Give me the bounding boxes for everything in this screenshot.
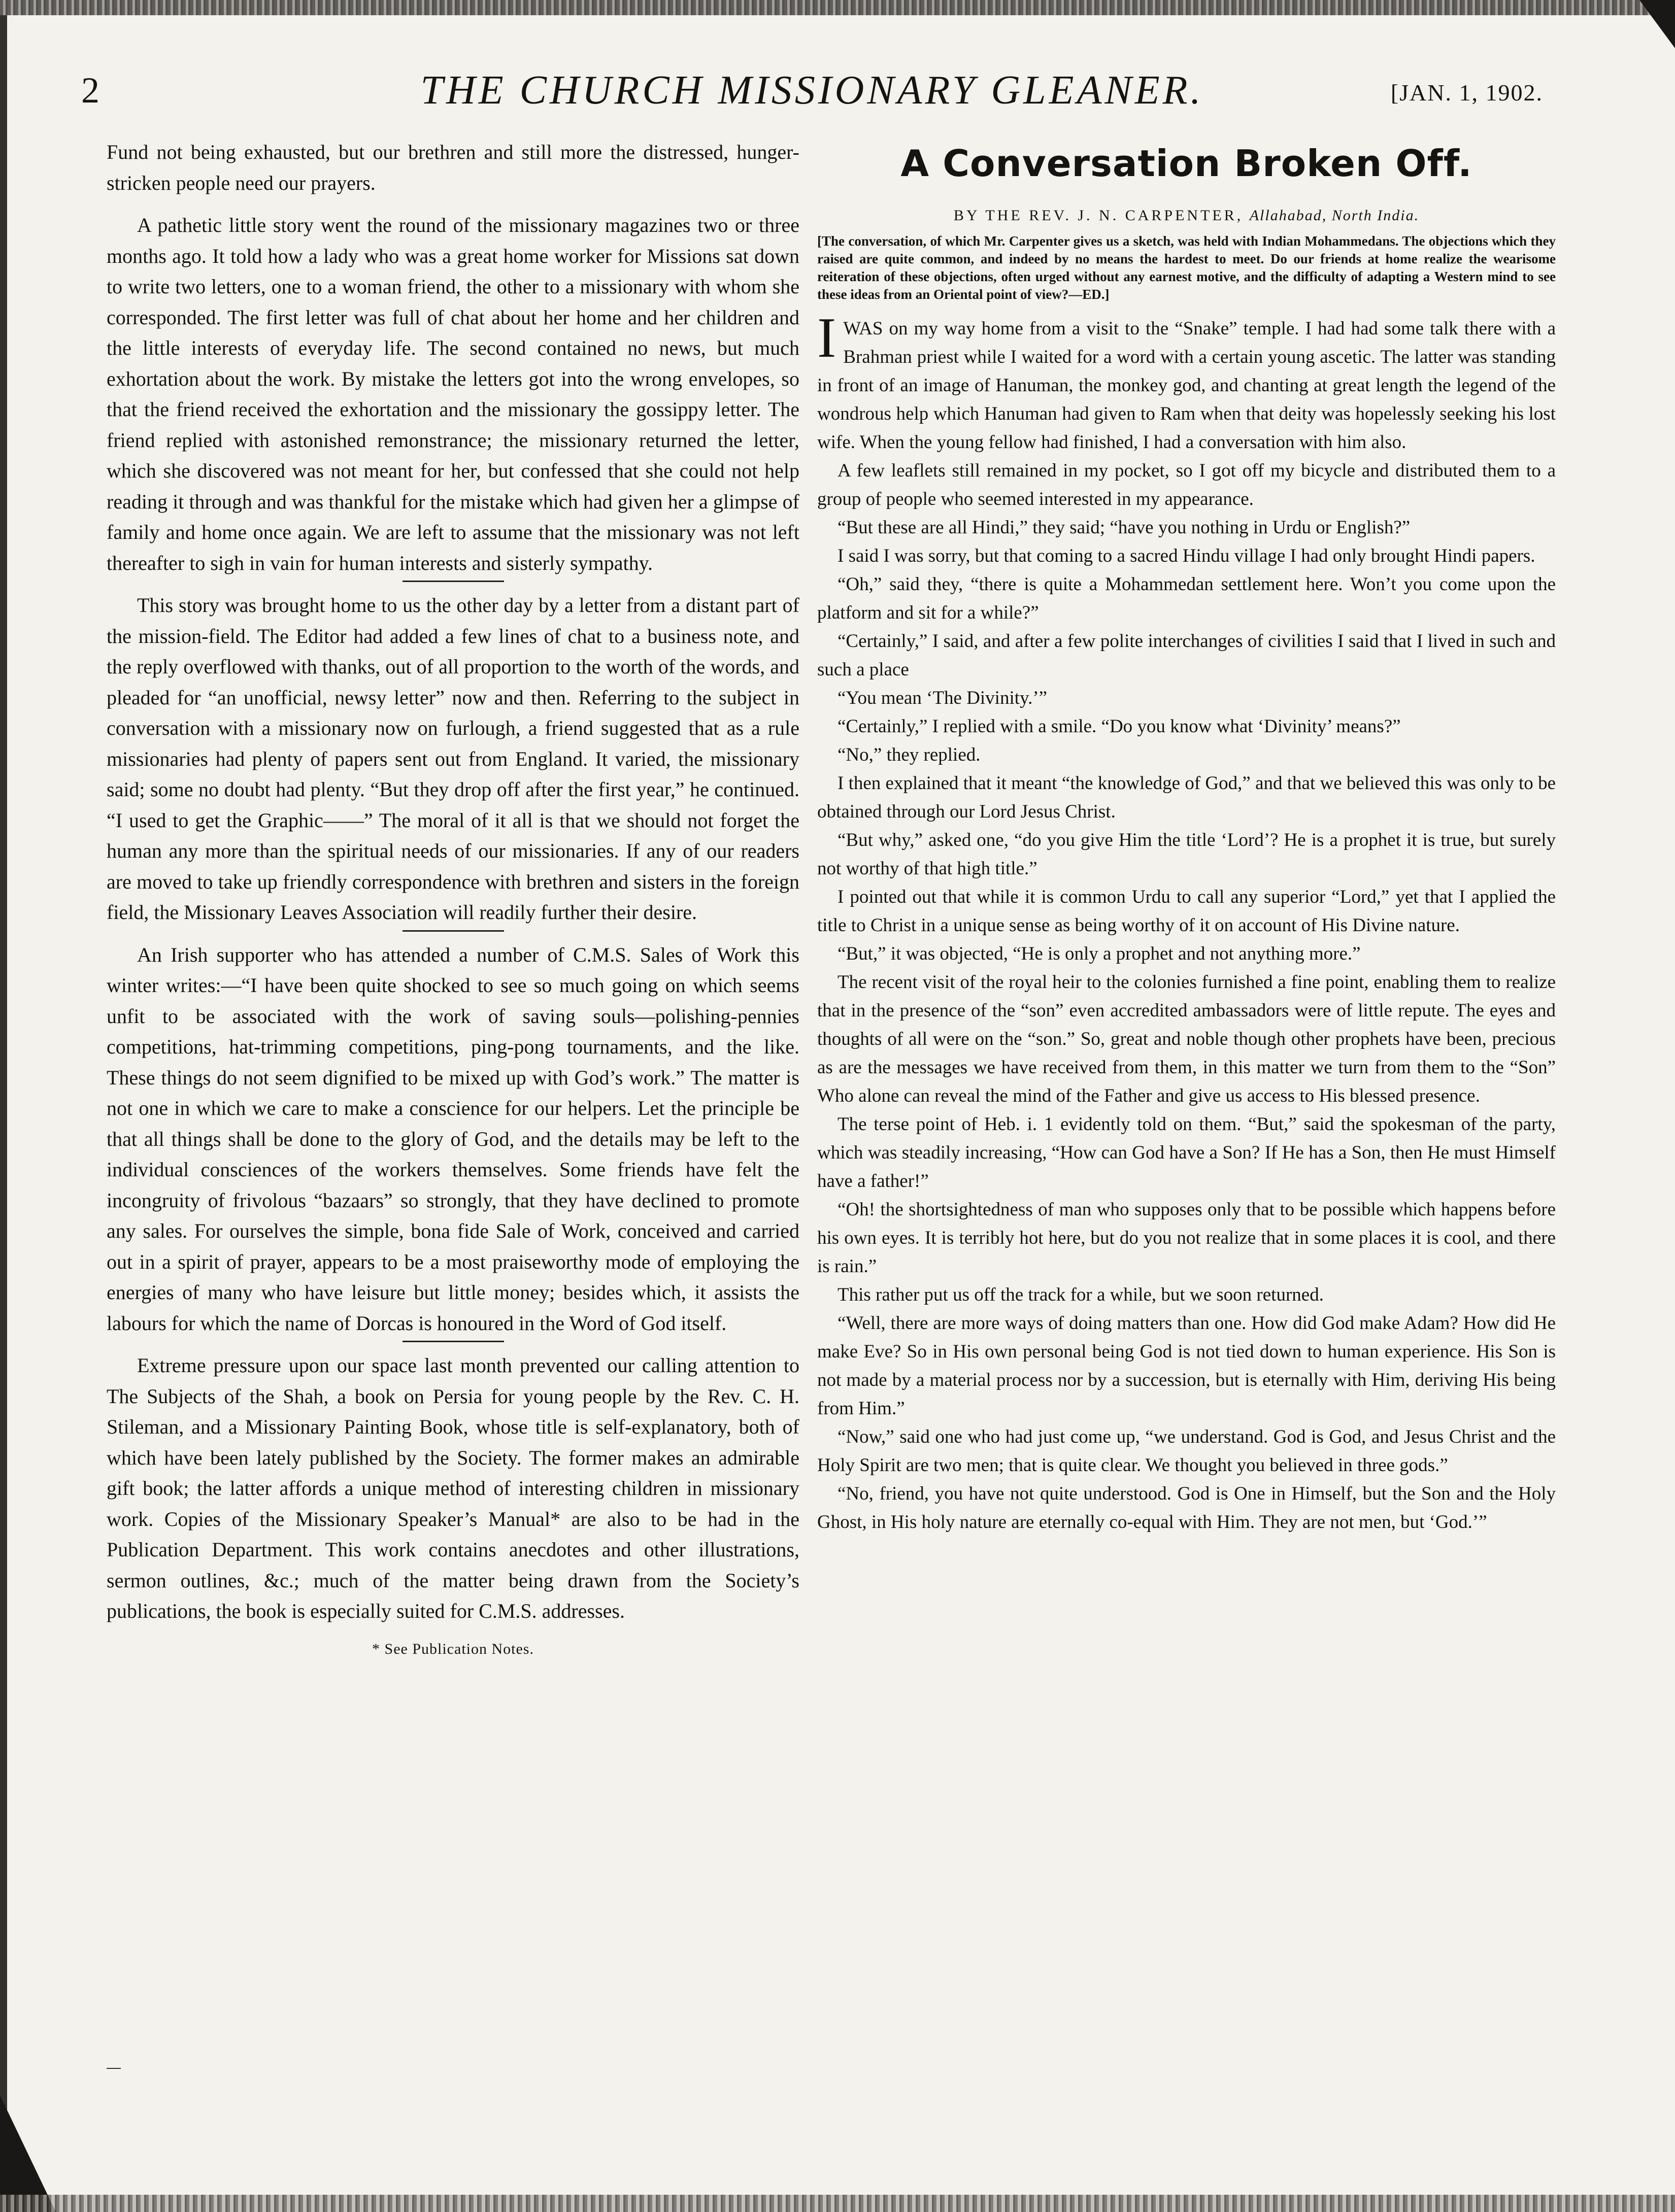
- article-paragraph: “But why,” asked one, “do you give Him the title ‘Lord’? He is a prophet it is true, but surely not worthy of that high title.”: [817, 830, 1556, 879]
- article-paragraph: “No, friend, you have not quite understood. God is One in Himself, but the Son and the Holy Ghost, in His holy nature are eternally co-equal with Him. They are not men, but ‘God.’”: [817, 1483, 1556, 1533]
- paragraph-famine-fund: Fund not being exhausted, but our brethren and still more the distressed, hunger-stricken people need our prayers.: [107, 141, 799, 194]
- article-paragraph: “Oh,” said they, “there is quite a Mohammedan settlement here. Won’t you come upon the platform and sit for a while?”: [817, 574, 1556, 623]
- section-divider: [403, 930, 504, 932]
- article-paragraph: I said I was sorry, but that coming to a sacred Hindu village I had only brought Hindi papers.: [838, 546, 1535, 566]
- article-paragraph: “No,” they replied.: [838, 744, 981, 765]
- editor-note: [The conversation, of which Mr. Carpenter gives us a sketch, was held with Indian Mohammedans. The objections which they raised are quite common, and indeed by no means the hardest to meet. Do our friends at home realize the wearisome reiteration of these objections, often urged without any earnest motive, and the difficulty of adapting a Western mind to see these ideas from an Oriental point of view?—ED.]: [817, 233, 1556, 302]
- author: BY THE REV. J. N. CARPENTER,: [953, 207, 1244, 224]
- scan-corner-top-right: [1639, 0, 1675, 48]
- article-paragraph: The recent visit of the royal heir to the colonies furnished a fine point, enabling them to realize that in the presence of the “son” even accredited ambassadors were of little repute. The eyes and thoughts of all were on the “son.” So, great and noble though other prophets have been, precious as are the messages we have received from them, in this matter we turn from them to the “Son” Who alone can reveal the mind of the Father and give us access to His blessed presence.: [817, 972, 1556, 1106]
- right-column: [817, 137, 1556, 1537]
- article-paragraph: “But,” it was objected, “He is only a prophet and not anything more.”: [838, 943, 1361, 964]
- author-location: Allahabad, North India.: [1249, 207, 1420, 224]
- article-paragraph: “Now,” said one who had just come up, “we understand. God is God, and Jesus Christ and the Holy Spirit are two men; that is quite clear. We thought you believed in three gods.”: [817, 1426, 1556, 1476]
- article-paragraph: “Certainly,” I replied with a smile. “Do you know what ‘Divinity’ means?”: [838, 716, 1401, 737]
- issue-date: [JAN. 1, 1902.: [1390, 80, 1543, 106]
- scan-edge-left: [0, 15, 7, 2195]
- page-header: [81, 65, 1543, 121]
- article-byline: [817, 204, 1556, 227]
- section-divider: [403, 581, 504, 582]
- article-paragraph: “Well, there are more ways of doing matters than one. How did God make Adam? How did He make Eve? So in His own personal being God is not tied down to human experience. His Son is not made by a material process nor by a succession, but is eternally with Him, deriving His being from Him.”: [817, 1313, 1556, 1419]
- article-title: A Conversation Broken Off.: [900, 142, 1472, 185]
- article-paragraph: “You mean ‘The Divinity.’”: [838, 688, 1048, 708]
- margin-mark: [107, 2068, 121, 2069]
- page-number: 2: [81, 70, 99, 111]
- paragraph-newsy-letter: This story was brought home to us the other day by a letter from a distant part of the mission-field. The Editor had added a few lines of chat to a business note, and the reply overflowed with thanks, out of all proportion to the worth of the words, and pleaded for “an unofficial, newsy letter” now and then. Referring to the subject in conversation with a missionary now on furlough, a friend suggested that as a rule missionaries had plenty of papers sent out from England. It varied, the missionary said; some no doubt had plenty. “But they drop off after the first year,” he continued. “I used to get the Graphic——” The moral of it all is that we should not forget the human any more than the spiritual needs of our missionaries. If any of our readers are moved to take up friendly correspondence with brethren and sisters in the foreign field, the Missionary Leaves Association will readily further their desire.: [107, 594, 799, 924]
- article-paragraph: The terse point of Heb. i. 1 evidently told on them. “But,” said the spokesman of the party, which was steadily increasing, “How can God have a Son? If He has a Son, then He must Himself have a father!”: [817, 1114, 1556, 1192]
- scan-edge-top: [0, 0, 1675, 15]
- opening-paragraph: [817, 307, 1556, 457]
- footnote: * See Publication Notes.: [372, 1640, 534, 1657]
- article-paragraph: A few leaflets still remained in my pocket, so I got off my bicycle and distributed them to a group of people who seemed interested in my appearance.: [817, 460, 1556, 509]
- section-divider: [403, 1341, 504, 1342]
- paragraph-publications: Extreme pressure upon our space last month prevented our calling attention to The Subjects of the Shah, a book on Persia for young people by the Rev. C. H. Stileman, and a Missionary Painting Book, whose title is self-explanatory, both of which have been lately published by the Society. The former makes an admirable gift book; the latter affords a unique method of interesting children in missionary work. Copies of the Missionary Speaker’s Manual* are also to be had in the Publication Department. This work contains anecdotes and other illustrations, sermon outlines, &c.; much of the matter being drawn from the Society’s publications, the book is especially suited for C.M.S. addresses.: [107, 1354, 799, 1622]
- opening-text: WAS on my way home from a visit to the “Snake” temple. I had had some talk there with a Brahman priest while I waited for a word with a certain young ascetic. The latter was standing in front of an image of Hanuman, the monkey god, and chanting at great length the legend of the wondrous help which Hanuman had given to Ram when that deity was hopelessly seeking his lost wife. When the young fellow had finished, I had a conversation with him also.: [817, 318, 1556, 453]
- left-column: [107, 137, 799, 1664]
- article-paragraph: This rather put us off the track for a while, but we soon returned.: [838, 1284, 1324, 1305]
- article-paragraph: “Certainly,” I said, and after a few polite interchanges of civilities I said that I lived in such and such a place: [817, 631, 1556, 680]
- scan-edge-bottom: [0, 2195, 1675, 2212]
- journal-title: THE CHURCH MISSIONARY GLEANER.: [420, 68, 1204, 113]
- article-paragraph: I pointed out that while it is common Urdu to call any superior “Lord,” yet that I applied the title to Christ in a unique sense as being worthy of it on account of His Divine nature.: [817, 887, 1556, 936]
- article-paragraph: I then explained that it meant “the knowledge of God,” and that we believed this was only to be obtained through our Lord Jesus Christ.: [817, 773, 1556, 822]
- drop-cap: I: [817, 307, 836, 369]
- article-paragraph: “Oh! the shortsightedness of man who supposes only that to be possible which happens before his own eyes. It is terribly hot here, but do you not realize that in some places it is cool, and there is rain.”: [817, 1199, 1556, 1277]
- article-paragraph: “But these are all Hindi,” they said; “have you nothing in Urdu or English?”: [838, 517, 1411, 538]
- paragraph-pathetic-story: A pathetic little story went the round of the missionary magazines two or three months ago. It told how a lady who was a great home worker for Missions sat down to write two letters, one to a woman friend, the other to a missionary with whom she corresponded. The first letter was full of chat about her home and her children and the little interests of everyday life. The second contained no news, but much exhortation about the work. By mistake the letters got into the wrong envelopes, so that the friend received the exhortation and the missionary the gossippy letter. The friend replied with astonished remonstrance; the missionary returned the letter, which she discovered was not meant for her, but confessed that she could not help reading it through and was thankful for the mistake which had given her a glimpse of family and home once again. We are left to assume that the missionary was not left thereafter to sigh in vain for human interests and sisterly sympathy.: [107, 214, 799, 574]
- paragraph-sales-of-work: An Irish supporter who has attended a number of C.M.S. Sales of Work this winter writes:—“I have been quite shocked to see so much going on which seems unfit to be associated with the work of saving souls—polishing-pennies competitions, hat-trimming competitions, ping-pong tournaments, and the like. These things do not seem dignified to be mixed up with God’s work.” The matter is not one in which we care to make a conscience for our helpers. Let the principle be that all things shall be done to the glory of God, and the details may be left to the individual consciences of the workers themselves. Some friends have felt the incongruity of frivolous “bazaars” so strongly, that they have declined to promote any sales. For ourselves the simple, bona fide Sale of Work, conceived and carried out in a spirit of prayer, appears to be a most praiseworthy mode of employing the energies of many who have leisure but little money; besides which, it assists the labours for which the name of Dorcas is honoured in the Word of God itself.: [107, 943, 799, 1335]
